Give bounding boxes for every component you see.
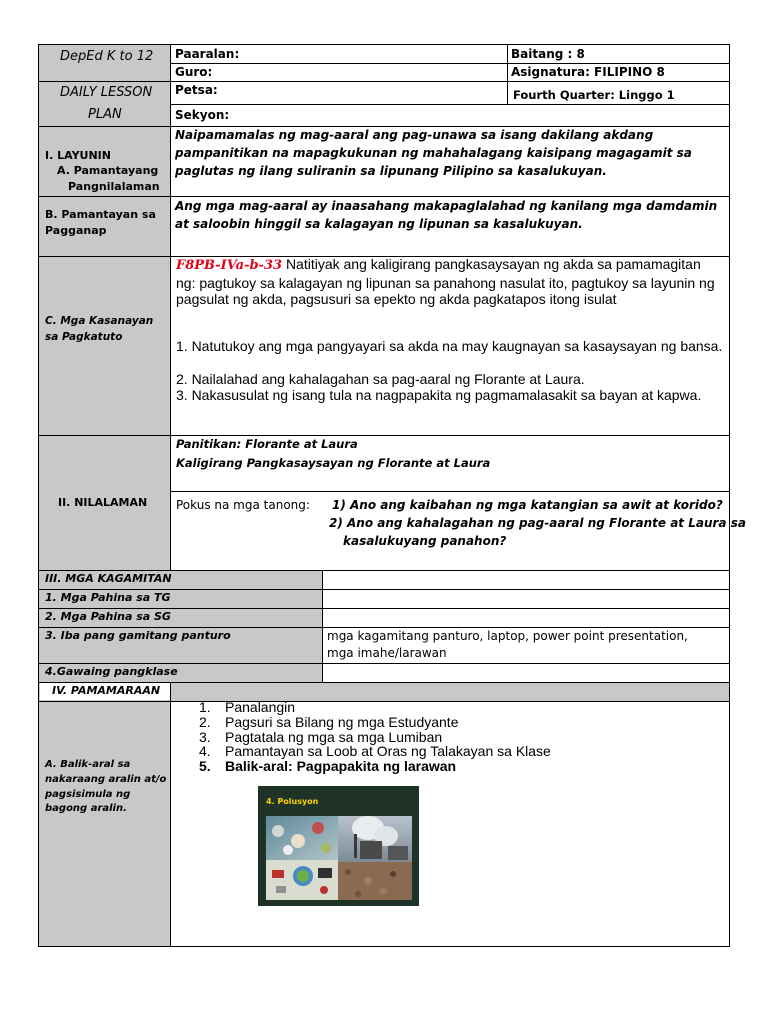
gawain-label: 4.Gawaing pangklase: [45, 665, 178, 678]
kasanayan-item-2: 2. Nailalahad ang kahalagahan sa pag-aaral ng Florante at Laura.: [176, 371, 585, 387]
balik-aral-label-2: nakaraang aralin at/o: [45, 774, 167, 785]
paaralan-label: Paaralan:: [175, 47, 240, 61]
list-item: 2. Pagsuri sa Bilang ng mga Estudyante: [199, 713, 459, 730]
balik-aral-label-4: bagong aralin.: [45, 803, 127, 814]
list-item: 1. Panalangin: [199, 699, 296, 715]
dlp-title-1: DAILY LESSON: [60, 85, 153, 100]
layunin-b-label-1: B. Pamantayan sa: [45, 208, 156, 221]
balik-aral-label-1: A. Balik-aral sa: [45, 759, 131, 770]
pamamaraan-list: [199, 700, 551, 774]
list-item: 3. Pagtatala ng mga sa mga Lumiban: [199, 728, 443, 745]
balik-aral-label-3: pagsisimula ng: [45, 789, 131, 800]
baitang-label: Baitang : 8: [511, 47, 585, 61]
kasanayan-item-3: 3. Nakasusulat ng isang tula na nagpapakita ng pagmamalasakit sa bayan at kapwa.: [176, 387, 702, 403]
sg-label: 2. Mga Pahina sa SG: [45, 610, 171, 623]
panitikan: Panitikan: Florante at Laura: [176, 437, 358, 451]
kaligiran: Kaligirang Pangkasaysayan ng Florante at Laura: [176, 456, 491, 470]
layunin-b-label-2: Pagganap: [45, 224, 107, 237]
pokus-label: Pokus na mga tanong:: [176, 498, 310, 512]
pollution-illustration: [258, 786, 419, 906]
dlp-title-2: PLAN: [88, 107, 122, 122]
layunin-a-label-1: A. Pamantayang: [57, 164, 159, 177]
kasanayan-block: [176, 256, 724, 308]
pamantayan-sa-pagganap: Ang mga mag-aaral ay inaasahang makapaglalahad ng kanilang mga damdamin at saloobin hinggil sa kalagayan ng lipunan sa kasalukuyan.: [175, 199, 718, 231]
layunin-c-label-1: C. Mga Kasanayan: [45, 315, 154, 327]
tg-label: 1. Mga Pahina sa TG: [45, 591, 171, 604]
iba-label: 3. Iba pang gamitang panturo: [45, 629, 231, 642]
pokus-q1: 1) Ano ang kaibahan ng mga katangian sa awit at korido?: [332, 498, 723, 512]
layunin-a-label-2: Pangnilalaman: [68, 180, 160, 193]
list-item: 4. Pamantayan sa Loob at Oras ng Talakayan sa Klase: [199, 743, 551, 760]
nilalaman-heading: II. NILALAMAN: [58, 496, 148, 509]
sekyon-label: Sekyon:: [175, 108, 230, 122]
pamantayang-pangnilalaman: Naipamamalas ng mag-aaral ang pag-unawa sa isang dakilang akdang pampanitikan na mapagkukunan ng mahahalagang kaisipang magagamit sa paglutas ng ilang suliranin sa lipunang Pilipino sa kasalukuyan.: [175, 128, 692, 178]
kasanayan-item-1: 1. Natutukoy ang mga pangyayari sa akda na may kaugnayan sa kasaysayan ng bansa.: [176, 338, 723, 354]
guro-label: Guro:: [175, 65, 213, 79]
polusyon-image-title: 4. Polusyon: [266, 797, 319, 806]
iba-value-2: mga imahe/larawan: [327, 646, 447, 660]
competency-code: F8PB-IVa-b-33: [176, 258, 283, 273]
iba-value-1: mga kagamitang panturo, laptop, power point presentation,: [327, 629, 688, 643]
quarter-label: Fourth Quarter: Linggo 1: [513, 88, 675, 102]
petsa-label: Petsa:: [175, 83, 218, 97]
polusyon-image: [258, 786, 419, 906]
layunin-heading: I. LAYUNIN: [45, 149, 111, 162]
pamamaraan-heading: IV. PAMAMARAAN: [52, 684, 161, 697]
deped-title: DepEd K to 12: [60, 49, 154, 64]
pokus-q2-1: 2) Ano ang kahalagahan ng pag-aaral ng Florante at Laura sa: [329, 516, 746, 530]
competency-text: Natitiyak ang kaligirang pangkasaysayan ng akda sa pamamagitan ng: pagtukoy sa kalagayan ng lipunan sa panahong nasulat ito, pagtukoy sa layunin ng pagsulat ng akda, pagsusuri sa epekto ng akda pagkatapos itong isulat: [176, 256, 715, 307]
list-item: 5. Balik-aral: Pagpapakita ng larawan: [199, 758, 457, 775]
asignatura-label: Asignatura: FILIPINO 8: [511, 65, 665, 79]
kagamitan-heading: III. MGA KAGAMITAN: [45, 572, 172, 585]
layunin-c-label-2: sa Pagkatuto: [45, 331, 123, 343]
pokus-q2-2: kasalukuyang panahon?: [343, 534, 507, 548]
